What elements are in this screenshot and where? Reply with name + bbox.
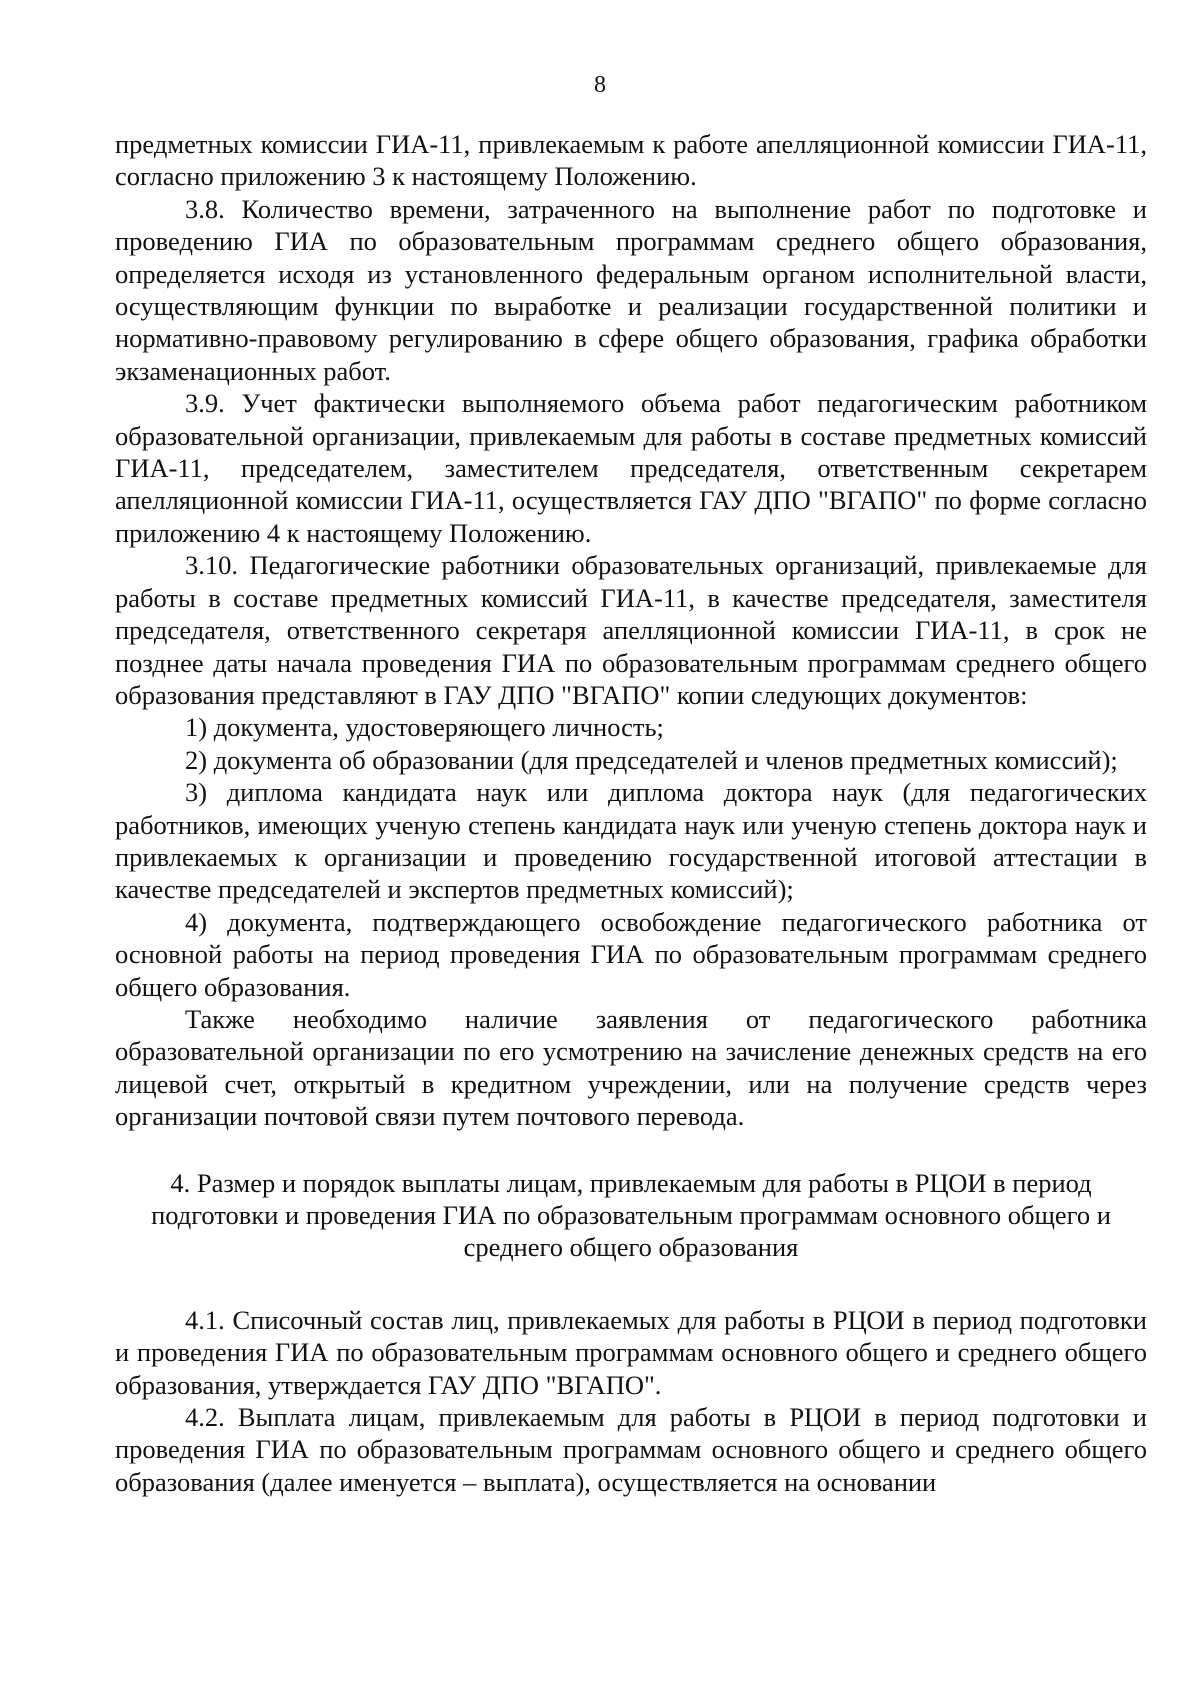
list-item-2: 2) документа об образовании (для председателей и членов предметных комиссий); (185, 744, 1118, 775)
list-item-3: 3) диплома кандидата наук или диплома доктора наук (для педагогических работников, имеющих ученую степень кандидата наук или ученую степень доктора наук и привлекаемых к организации и проведению государственной итоговой аттестации в качестве председателей и экспертов предметных комиссий); (115, 777, 1147, 905)
page-number: 8 (594, 72, 606, 98)
list-item-4: 4) документа, подтверждающего освобождение педагогического работника от основной работы на период проведения ГИА по образовательным программам среднего общего образования. (115, 906, 1147, 1002)
list-item-1: 1) документа, удостоверяющего личность; (185, 712, 664, 743)
paragraph-4-2: 4.2. Выплата лицам, привлекаемым для работы в РЦОИ в период подготовки и проведения ГИА по образовательным программам основного общего и среднего общего образования (далее именуется – выплата), осуществляется на основании (115, 1402, 1147, 1497)
section-heading-4: 4. Размер и порядок выплаты лицам, привлекаемым для работы в РЦОИ в период подготовки и проведения ГИА по образовательным программам основного общего и среднего общего образования (151, 1167, 1111, 1263)
paragraph-continuation: предметных комиссии ГИА-11, привлекаемым к работе апелляционной комиссии ГИА-11, согласно приложению 3 к настоящему Положению. (115, 129, 1147, 192)
paragraph-4-1: 4.1. Списочный состав лиц, привлекаемых для работы в РЦОИ в период подготовки и проведения ГИА по образовательным программам основного общего и среднего общего образования, утверждается ГАУ ДПО "ВГАПО". (115, 1304, 1147, 1400)
paragraph-3-9: 3.9. Учет фактически выполняемого объема работ педагогическим работником образовательной организации, привлекаемым для работы в составе предметных комиссий ГИА-11, председателем, заместителем председателя, ответственным секретарем апелляционной комиссии ГИА-11, осуществляется ГАУ ДПО "ВГАПО" по форме согласно приложению 4 к настоящему Положению. (115, 388, 1147, 548)
paragraph-3-10: 3.10. Педагогические работники образовательных организаций, привлекаемые для работы в составе предметных комиссий ГИА-11, в качестве председателя, заместителя председателя, ответственного секретаря апелляционной комиссии ГИА-11, в срок не позднее даты начала проведения ГИА по образовательным программам среднего общего образования представляют в ГАУ ДПО "ВГАПО" копии следующих документов: (115, 550, 1147, 710)
paragraph-also: Также необходимо наличие заявления от педагогического работника образовательной организации по его усмотрению на зачисление денежных средств на его лицевой счет, открытый в кредитном учреждении, или на получение средств через организации почтовой связи путем почтового перевода. (115, 1003, 1147, 1132)
document-body (115, 128, 1147, 1498)
paragraph-3-8: 3.8. Количество времени, затраченного на выполнение работ по подготовке и проведению ГИА по образовательным программам среднего общего образования, определяется исходя из установленного федеральным органом исполнительной власти, осуществляющим функции по выработке и реализации государственной политики и нормативно-правовому регулированию в сфере общего образования, графика обработки экзаменационных работ. (115, 193, 1147, 386)
